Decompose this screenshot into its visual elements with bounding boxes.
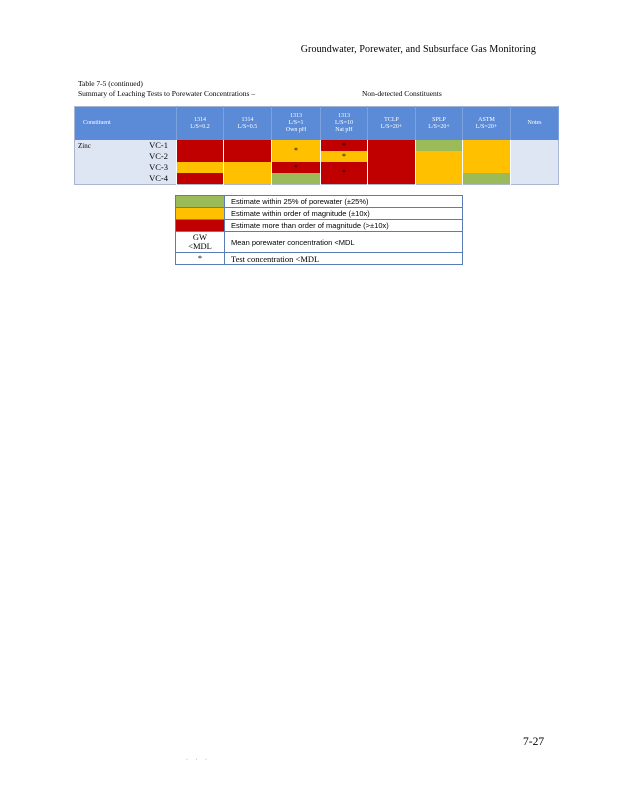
caption-line-2: Summary of Leaching Tests to Porewater Concentrations – xyxy=(78,88,256,98)
result-segment-red: * xyxy=(321,140,367,151)
result-stack xyxy=(272,140,320,184)
result-stack xyxy=(463,140,510,184)
legend-label: Estimate more than order of magnitude (>±10x) xyxy=(225,220,463,232)
yellow-swatch xyxy=(176,208,225,220)
result-stack xyxy=(177,140,223,184)
result-stack xyxy=(368,140,415,184)
constituent-cell xyxy=(75,140,177,185)
sample-label: VC-3 xyxy=(149,161,168,172)
result-stack xyxy=(511,140,558,184)
result-segment-green xyxy=(463,173,510,184)
gw-mdl-key xyxy=(176,232,225,253)
legend-row xyxy=(176,196,463,208)
column-header: SPLP L/S=20+ xyxy=(416,107,463,141)
column-header: 1314 L/S=0.2 xyxy=(177,107,224,141)
legend-row xyxy=(176,220,463,232)
result-cell-tclp xyxy=(368,140,416,185)
result-segment-green xyxy=(272,173,320,184)
page-number: 7-27 xyxy=(523,736,545,748)
gw-mdl-key-text: GW <MDL xyxy=(188,232,212,251)
caption-line-2-right: Non-detected Constituents xyxy=(362,88,442,98)
legend-row xyxy=(176,232,463,253)
green-swatch xyxy=(176,196,225,208)
result-segment-red xyxy=(177,140,223,162)
result-segment-red xyxy=(368,140,415,184)
result-segment-yellow xyxy=(463,140,510,173)
column-header: Constituent xyxy=(75,107,177,141)
legend-label: Mean porewater concentration <MDL xyxy=(225,232,463,253)
legend-row xyxy=(176,253,463,265)
sample-label: VC-4 xyxy=(149,172,168,183)
column-header: TCLP L/S=20+ xyxy=(368,107,416,141)
result-segment-red: * xyxy=(321,162,367,184)
result-segment-yellow xyxy=(224,162,271,184)
column-header: Notes xyxy=(511,107,559,141)
result-cell-1314-ls02 xyxy=(177,140,224,185)
result-cell-splp xyxy=(416,140,463,185)
asterisk-key: * xyxy=(176,253,225,265)
constituent-name: Zinc xyxy=(78,142,91,150)
column-header: ASTM L/S=20+ xyxy=(463,107,511,141)
footer-marks: · · · xyxy=(186,757,210,763)
legend-label: Estimate within 25% of porewater (±25%) xyxy=(225,196,463,208)
result-segment-yellow: * xyxy=(321,151,367,162)
result-segment-red xyxy=(177,173,223,184)
sample-label: VC-2 xyxy=(149,150,168,161)
result-cell-1313-ls1 xyxy=(272,140,321,185)
result-cell-1314-ls05 xyxy=(224,140,272,185)
result-segment-yellow: * xyxy=(272,140,320,162)
notes-cell xyxy=(511,140,559,185)
table-header-row xyxy=(75,107,559,141)
sample-label: VC-1 xyxy=(149,140,168,150)
result-segment-light xyxy=(511,140,558,184)
result-segment-red: * xyxy=(272,162,320,173)
legend-label: Test concentration <MDL xyxy=(225,253,463,265)
result-segment-green xyxy=(416,140,462,151)
result-stack xyxy=(416,140,462,184)
legend-row xyxy=(176,208,463,220)
column-header: 1313 L/S=10 Nat pH xyxy=(321,107,368,141)
caption-line-1: Table 7-5 (continued) xyxy=(78,79,143,88)
column-header: 1313 L/S=1 Own pH xyxy=(272,107,321,141)
red-swatch xyxy=(176,220,225,232)
column-header: 1314 L/S=0.5 xyxy=(224,107,272,141)
result-cell-1313-ls10 xyxy=(321,140,368,185)
table-row xyxy=(75,140,559,185)
result-cell-astm xyxy=(463,140,511,185)
legend-label: Estimate within order of magnitude (±10x) xyxy=(225,208,463,220)
result-segment-yellow xyxy=(177,162,223,173)
result-segment-yellow xyxy=(416,151,462,184)
running-header: Groundwater, Porewater, and Subsurface Gas Monitoring xyxy=(300,44,536,55)
table-caption xyxy=(78,79,442,98)
leaching-summary-table xyxy=(74,106,559,185)
result-stack xyxy=(224,140,271,184)
color-legend xyxy=(175,195,463,265)
result-stack xyxy=(321,140,367,184)
result-segment-red xyxy=(224,140,271,162)
